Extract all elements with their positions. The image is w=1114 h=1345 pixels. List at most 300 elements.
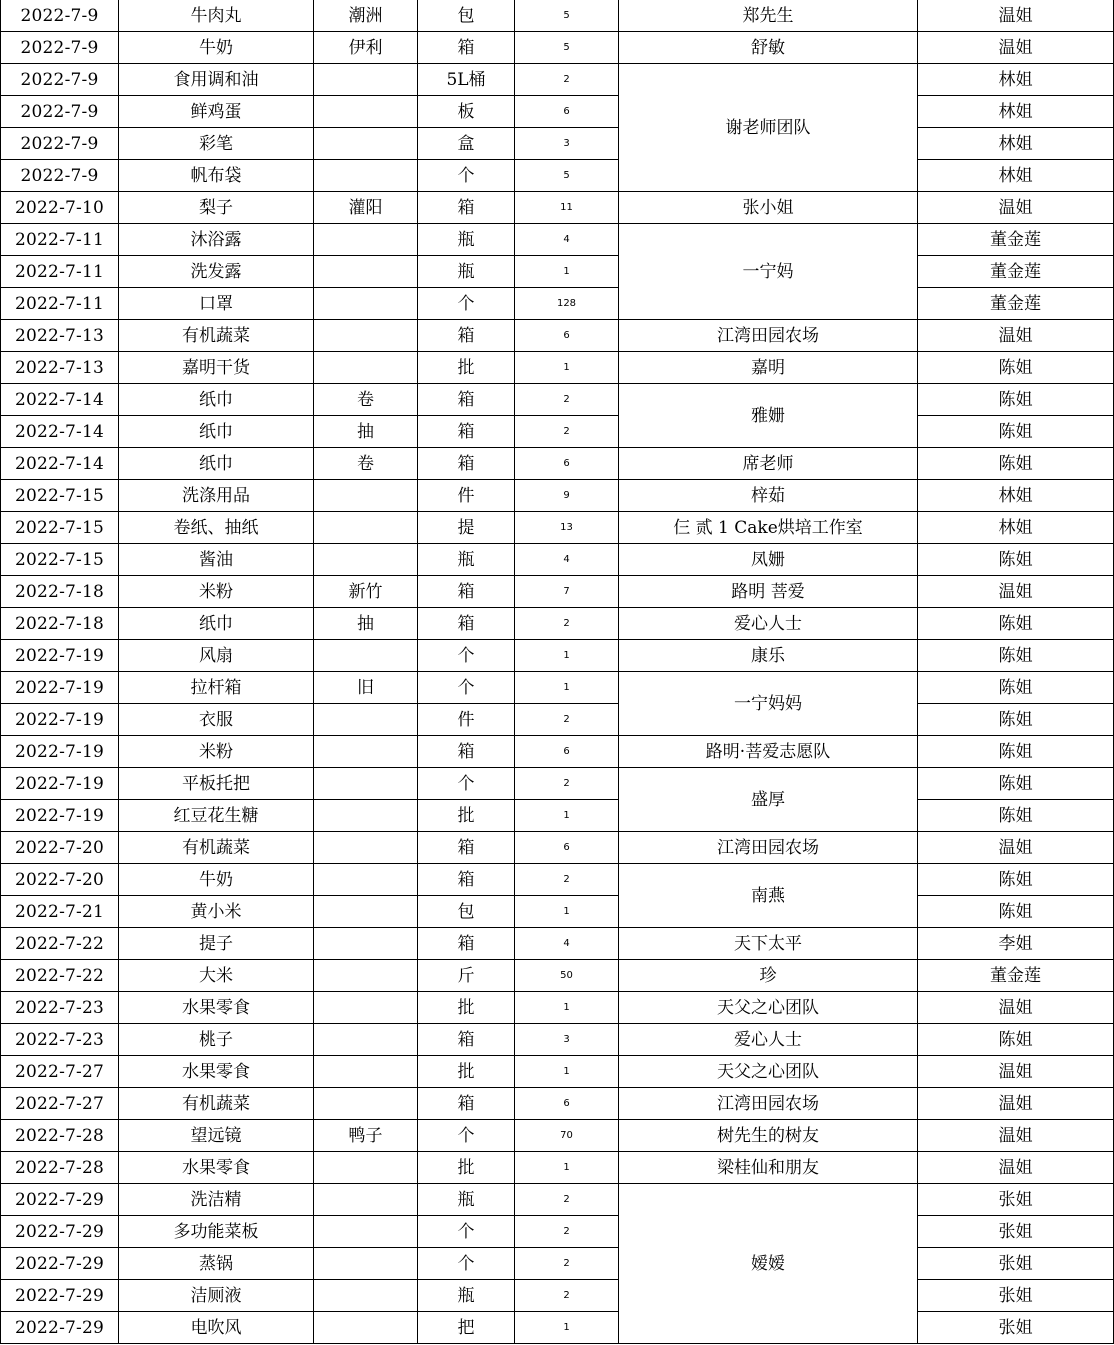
spec-cell: 卷 — [314, 384, 418, 416]
quantity-cell: 6 — [515, 320, 619, 352]
item-cell: 提子 — [119, 928, 314, 960]
spec-cell: 潮洲 — [314, 0, 418, 32]
item-cell: 食用调和油 — [119, 64, 314, 96]
quantity-cell: 5 — [515, 0, 619, 32]
quantity-cell: 1 — [515, 896, 619, 928]
table-row — [1, 704, 1114, 736]
spec-cell: 新竹 — [314, 576, 418, 608]
spec-cell — [314, 704, 418, 736]
spec-cell — [314, 1024, 418, 1056]
quantity-cell: 6 — [515, 1088, 619, 1120]
quantity-cell: 2 — [515, 64, 619, 96]
handler-cell: 温姐 — [918, 576, 1114, 608]
item-cell: 平板托把 — [119, 768, 314, 800]
item-cell: 有机蔬菜 — [119, 320, 314, 352]
donor-cell: 张小姐 — [619, 192, 918, 224]
unit-cell: 箱 — [418, 608, 515, 640]
item-cell: 鲜鸡蛋 — [119, 96, 314, 128]
item-cell: 红豆花生糖 — [119, 800, 314, 832]
date-cell: 2022-7-14 — [1, 448, 119, 480]
spec-cell — [314, 896, 418, 928]
unit-cell: 箱 — [418, 928, 515, 960]
donor-cell: 一宁妈妈 — [619, 672, 918, 736]
table-row — [1, 0, 1114, 32]
table-row — [1, 1120, 1114, 1152]
donor-cell: 梓茹 — [619, 480, 918, 512]
quantity-cell: 1 — [515, 992, 619, 1024]
item-cell: 有机蔬菜 — [119, 832, 314, 864]
unit-cell: 个 — [418, 672, 515, 704]
quantity-cell: 1 — [515, 800, 619, 832]
date-cell: 2022-7-23 — [1, 992, 119, 1024]
date-cell: 2022-7-27 — [1, 1056, 119, 1088]
date-cell: 2022-7-29 — [1, 1184, 119, 1216]
table-row — [1, 224, 1114, 256]
item-cell: 梨子 — [119, 192, 314, 224]
date-cell: 2022-7-27 — [1, 1088, 119, 1120]
unit-cell: 个 — [418, 288, 515, 320]
quantity-cell: 128 — [515, 288, 619, 320]
unit-cell: 瓶 — [418, 1280, 515, 1312]
table-row — [1, 480, 1114, 512]
quantity-cell: 2 — [515, 1216, 619, 1248]
item-cell: 大米 — [119, 960, 314, 992]
spec-cell — [314, 320, 418, 352]
handler-cell: 董金莲 — [918, 288, 1114, 320]
donor-cell: 盛厚 — [619, 768, 918, 832]
table-row — [1, 832, 1114, 864]
item-cell: 嘉明干货 — [119, 352, 314, 384]
spec-cell: 旧 — [314, 672, 418, 704]
handler-cell: 陈姐 — [918, 864, 1114, 896]
date-cell: 2022-7-21 — [1, 896, 119, 928]
item-cell: 电吹风 — [119, 1312, 314, 1344]
table-row — [1, 1024, 1114, 1056]
quantity-cell: 9 — [515, 480, 619, 512]
handler-cell: 温姐 — [918, 320, 1114, 352]
quantity-cell: 2 — [515, 384, 619, 416]
date-cell: 2022-7-14 — [1, 416, 119, 448]
spec-cell — [314, 1312, 418, 1344]
unit-cell: 个 — [418, 160, 515, 192]
table-row — [1, 512, 1114, 544]
date-cell: 2022-7-9 — [1, 32, 119, 64]
donor-cell: 路明 菩爱 — [619, 576, 918, 608]
unit-cell: 斤 — [418, 960, 515, 992]
date-cell: 2022-7-11 — [1, 288, 119, 320]
item-cell: 衣服 — [119, 704, 314, 736]
handler-cell: 温姐 — [918, 992, 1114, 1024]
date-cell: 2022-7-29 — [1, 1248, 119, 1280]
handler-cell: 林姐 — [918, 96, 1114, 128]
item-cell: 纸巾 — [119, 608, 314, 640]
donor-cell: 康乐 — [619, 640, 918, 672]
item-cell: 牛奶 — [119, 864, 314, 896]
date-cell: 2022-7-29 — [1, 1280, 119, 1312]
date-cell: 2022-7-28 — [1, 1120, 119, 1152]
table-row — [1, 576, 1114, 608]
unit-cell: 批 — [418, 800, 515, 832]
table-row — [1, 1184, 1114, 1216]
item-cell: 多功能菜板 — [119, 1216, 314, 1248]
spec-cell — [314, 736, 418, 768]
handler-cell: 李姐 — [918, 928, 1114, 960]
table-row — [1, 64, 1114, 96]
donor-cell: 爱心人士 — [619, 1024, 918, 1056]
donor-cell: 天父之心团队 — [619, 1056, 918, 1088]
date-cell: 2022-7-29 — [1, 1312, 119, 1344]
spec-cell — [314, 992, 418, 1024]
date-cell: 2022-7-20 — [1, 832, 119, 864]
handler-cell: 陈姐 — [918, 608, 1114, 640]
donor-cell: 舒敏 — [619, 32, 918, 64]
unit-cell: 瓶 — [418, 544, 515, 576]
item-cell: 桃子 — [119, 1024, 314, 1056]
table-row — [1, 1056, 1114, 1088]
quantity-cell: 2 — [515, 608, 619, 640]
table-row — [1, 960, 1114, 992]
unit-cell: 提 — [418, 512, 515, 544]
handler-cell: 陈姐 — [918, 704, 1114, 736]
donor-cell: 珍 — [619, 960, 918, 992]
date-cell: 2022-7-19 — [1, 736, 119, 768]
date-cell: 2022-7-23 — [1, 1024, 119, 1056]
item-cell: 纸巾 — [119, 416, 314, 448]
date-cell: 2022-7-14 — [1, 384, 119, 416]
item-cell: 洁厕液 — [119, 1280, 314, 1312]
donor-cell: 梁桂仙和朋友 — [619, 1152, 918, 1184]
item-cell: 洗洁精 — [119, 1184, 314, 1216]
donor-cell: 江湾田园农场 — [619, 832, 918, 864]
quantity-cell: 5 — [515, 160, 619, 192]
item-cell: 牛奶 — [119, 32, 314, 64]
donor-cell: 树先生的树友 — [619, 1120, 918, 1152]
handler-cell: 陈姐 — [918, 416, 1114, 448]
spec-cell — [314, 832, 418, 864]
quantity-cell: 6 — [515, 736, 619, 768]
date-cell: 2022-7-18 — [1, 576, 119, 608]
item-cell: 蒸锅 — [119, 1248, 314, 1280]
handler-cell: 林姐 — [918, 160, 1114, 192]
unit-cell: 批 — [418, 352, 515, 384]
item-cell: 黄小米 — [119, 896, 314, 928]
unit-cell: 盒 — [418, 128, 515, 160]
spec-cell — [314, 960, 418, 992]
table-row — [1, 768, 1114, 800]
handler-cell: 温姐 — [918, 1152, 1114, 1184]
handler-cell: 陈姐 — [918, 896, 1114, 928]
handler-cell: 陈姐 — [918, 672, 1114, 704]
handler-cell: 林姐 — [918, 128, 1114, 160]
item-cell: 牛肉丸 — [119, 0, 314, 32]
item-cell: 纸巾 — [119, 384, 314, 416]
handler-cell: 温姐 — [918, 832, 1114, 864]
quantity-cell: 1 — [515, 640, 619, 672]
handler-cell: 张姐 — [918, 1280, 1114, 1312]
table-row — [1, 352, 1114, 384]
date-cell: 2022-7-19 — [1, 640, 119, 672]
spec-cell — [314, 544, 418, 576]
table-row — [1, 896, 1114, 928]
unit-cell: 箱 — [418, 736, 515, 768]
handler-cell: 董金莲 — [918, 960, 1114, 992]
quantity-cell: 6 — [515, 96, 619, 128]
quantity-cell: 1 — [515, 672, 619, 704]
handler-cell: 陈姐 — [918, 352, 1114, 384]
quantity-cell: 1 — [515, 256, 619, 288]
table-row — [1, 384, 1114, 416]
handler-cell: 林姐 — [918, 512, 1114, 544]
item-cell: 有机蔬菜 — [119, 1088, 314, 1120]
handler-cell: 陈姐 — [918, 384, 1114, 416]
item-cell: 水果零食 — [119, 992, 314, 1024]
spec-cell — [314, 1152, 418, 1184]
spec-cell: 抽 — [314, 416, 418, 448]
quantity-cell: 2 — [515, 416, 619, 448]
spec-cell — [314, 1088, 418, 1120]
spec-cell — [314, 1216, 418, 1248]
spec-cell — [314, 768, 418, 800]
quantity-cell: 3 — [515, 1024, 619, 1056]
handler-cell: 陈姐 — [918, 448, 1114, 480]
date-cell: 2022-7-18 — [1, 608, 119, 640]
date-cell: 2022-7-19 — [1, 672, 119, 704]
handler-cell: 林姐 — [918, 64, 1114, 96]
item-cell: 水果零食 — [119, 1152, 314, 1184]
spec-cell — [314, 1184, 418, 1216]
date-cell: 2022-7-22 — [1, 928, 119, 960]
table-row — [1, 992, 1114, 1024]
spec-cell — [314, 256, 418, 288]
date-cell: 2022-7-15 — [1, 544, 119, 576]
table-row — [1, 1312, 1114, 1344]
item-cell: 卷纸、抽纸 — [119, 512, 314, 544]
unit-cell: 个 — [418, 640, 515, 672]
unit-cell: 箱 — [418, 320, 515, 352]
quantity-cell: 5 — [515, 32, 619, 64]
date-cell: 2022-7-29 — [1, 1216, 119, 1248]
table-row — [1, 448, 1114, 480]
handler-cell: 陈姐 — [918, 736, 1114, 768]
spec-cell — [314, 864, 418, 896]
spec-cell — [314, 96, 418, 128]
unit-cell: 把 — [418, 1312, 515, 1344]
spec-cell — [314, 512, 418, 544]
quantity-cell: 2 — [515, 1248, 619, 1280]
spec-cell: 鸭子 — [314, 1120, 418, 1152]
table-row — [1, 640, 1114, 672]
date-cell: 2022-7-22 — [1, 960, 119, 992]
quantity-cell: 4 — [515, 224, 619, 256]
handler-cell: 温姐 — [918, 1056, 1114, 1088]
item-cell: 望远镜 — [119, 1120, 314, 1152]
table-row — [1, 1280, 1114, 1312]
unit-cell: 板 — [418, 96, 515, 128]
table-row — [1, 1152, 1114, 1184]
handler-cell: 张姐 — [918, 1312, 1114, 1344]
table-row — [1, 160, 1114, 192]
handler-cell: 张姐 — [918, 1216, 1114, 1248]
quantity-cell: 11 — [515, 192, 619, 224]
spec-cell — [314, 928, 418, 960]
donor-cell: 江湾田园农场 — [619, 320, 918, 352]
unit-cell: 批 — [418, 992, 515, 1024]
handler-cell: 董金莲 — [918, 224, 1114, 256]
spec-cell — [314, 64, 418, 96]
unit-cell: 箱 — [418, 1088, 515, 1120]
table-row — [1, 96, 1114, 128]
donor-cell: 嫒嫒 — [619, 1184, 918, 1344]
handler-cell: 陈姐 — [918, 800, 1114, 832]
unit-cell: 批 — [418, 1056, 515, 1088]
spec-cell — [314, 224, 418, 256]
quantity-cell: 4 — [515, 544, 619, 576]
donor-cell: 南燕 — [619, 864, 918, 928]
date-cell: 2022-7-9 — [1, 96, 119, 128]
donation-table-body — [1, 0, 1114, 1344]
date-cell: 2022-7-11 — [1, 256, 119, 288]
item-cell: 拉杆箱 — [119, 672, 314, 704]
donor-cell: 江湾田园农场 — [619, 1088, 918, 1120]
table-row — [1, 928, 1114, 960]
unit-cell: 个 — [418, 1248, 515, 1280]
quantity-cell: 1 — [515, 1312, 619, 1344]
unit-cell: 瓶 — [418, 256, 515, 288]
quantity-cell: 2 — [515, 1280, 619, 1312]
unit-cell: 箱 — [418, 832, 515, 864]
date-cell: 2022-7-13 — [1, 352, 119, 384]
item-cell: 风扇 — [119, 640, 314, 672]
item-cell: 米粉 — [119, 576, 314, 608]
quantity-cell: 3 — [515, 128, 619, 160]
item-cell: 沐浴露 — [119, 224, 314, 256]
unit-cell: 箱 — [418, 416, 515, 448]
item-cell: 洗涤用品 — [119, 480, 314, 512]
handler-cell: 陈姐 — [918, 768, 1114, 800]
item-cell: 纸巾 — [119, 448, 314, 480]
unit-cell: 5L桶 — [418, 64, 515, 96]
table-row — [1, 416, 1114, 448]
unit-cell: 箱 — [418, 384, 515, 416]
quantity-cell: 6 — [515, 448, 619, 480]
unit-cell: 箱 — [418, 576, 515, 608]
spec-cell: 抽 — [314, 608, 418, 640]
quantity-cell: 7 — [515, 576, 619, 608]
handler-cell: 温姐 — [918, 1120, 1114, 1152]
quantity-cell: 70 — [515, 1120, 619, 1152]
handler-cell: 陈姐 — [918, 544, 1114, 576]
handler-cell: 张姐 — [918, 1248, 1114, 1280]
handler-cell: 陈姐 — [918, 640, 1114, 672]
unit-cell: 个 — [418, 768, 515, 800]
spec-cell — [314, 160, 418, 192]
spec-cell — [314, 640, 418, 672]
date-cell: 2022-7-10 — [1, 192, 119, 224]
unit-cell: 个 — [418, 1216, 515, 1248]
item-cell: 酱油 — [119, 544, 314, 576]
item-cell: 口罩 — [119, 288, 314, 320]
table-row — [1, 256, 1114, 288]
date-cell: 2022-7-15 — [1, 512, 119, 544]
unit-cell: 个 — [418, 1120, 515, 1152]
handler-cell: 温姐 — [918, 32, 1114, 64]
unit-cell: 包 — [418, 896, 515, 928]
item-cell: 水果零食 — [119, 1056, 314, 1088]
date-cell: 2022-7-11 — [1, 224, 119, 256]
table-row — [1, 320, 1114, 352]
unit-cell: 包 — [418, 0, 515, 32]
donor-cell: 天父之心团队 — [619, 992, 918, 1024]
quantity-cell: 2 — [515, 704, 619, 736]
date-cell: 2022-7-20 — [1, 864, 119, 896]
date-cell: 2022-7-28 — [1, 1152, 119, 1184]
donor-cell: 爱心人士 — [619, 608, 918, 640]
date-cell: 2022-7-19 — [1, 800, 119, 832]
date-cell: 2022-7-9 — [1, 128, 119, 160]
spec-cell: 灌阳 — [314, 192, 418, 224]
spec-cell — [314, 128, 418, 160]
handler-cell: 林姐 — [918, 480, 1114, 512]
unit-cell: 批 — [418, 1152, 515, 1184]
date-cell: 2022-7-19 — [1, 768, 119, 800]
table-row — [1, 864, 1114, 896]
donor-cell: 雅姗 — [619, 384, 918, 448]
handler-cell: 陈姐 — [918, 1024, 1114, 1056]
table-row — [1, 672, 1114, 704]
quantity-cell: 2 — [515, 864, 619, 896]
item-cell: 洗发露 — [119, 256, 314, 288]
item-cell: 彩笔 — [119, 128, 314, 160]
table-row — [1, 736, 1114, 768]
quantity-cell: 50 — [515, 960, 619, 992]
item-cell: 米粉 — [119, 736, 314, 768]
table-row — [1, 1248, 1114, 1280]
table-row — [1, 800, 1114, 832]
donor-cell: 席老师 — [619, 448, 918, 480]
donor-cell: 嘉明 — [619, 352, 918, 384]
donor-cell: 天下太平 — [619, 928, 918, 960]
quantity-cell: 2 — [515, 1184, 619, 1216]
date-cell: 2022-7-9 — [1, 0, 119, 32]
date-cell: 2022-7-13 — [1, 320, 119, 352]
spec-cell — [314, 1280, 418, 1312]
spec-cell — [314, 800, 418, 832]
spec-cell — [314, 288, 418, 320]
spec-cell: 卷 — [314, 448, 418, 480]
table-row — [1, 544, 1114, 576]
handler-cell: 温姐 — [918, 1088, 1114, 1120]
unit-cell: 箱 — [418, 864, 515, 896]
handler-cell: 温姐 — [918, 192, 1114, 224]
date-cell: 2022-7-19 — [1, 704, 119, 736]
unit-cell: 箱 — [418, 448, 515, 480]
quantity-cell: 2 — [515, 768, 619, 800]
spec-cell — [314, 1056, 418, 1088]
quantity-cell: 13 — [515, 512, 619, 544]
donor-cell: 郑先生 — [619, 0, 918, 32]
donor-cell: 一宁妈 — [619, 224, 918, 320]
item-cell: 帆布袋 — [119, 160, 314, 192]
handler-cell: 董金莲 — [918, 256, 1114, 288]
spec-cell — [314, 480, 418, 512]
unit-cell: 瓶 — [418, 1184, 515, 1216]
donor-cell: 路明·菩爱志愿队 — [619, 736, 918, 768]
unit-cell: 箱 — [418, 1024, 515, 1056]
table-row — [1, 1088, 1114, 1120]
table-row — [1, 192, 1114, 224]
unit-cell: 件 — [418, 480, 515, 512]
table-row — [1, 128, 1114, 160]
